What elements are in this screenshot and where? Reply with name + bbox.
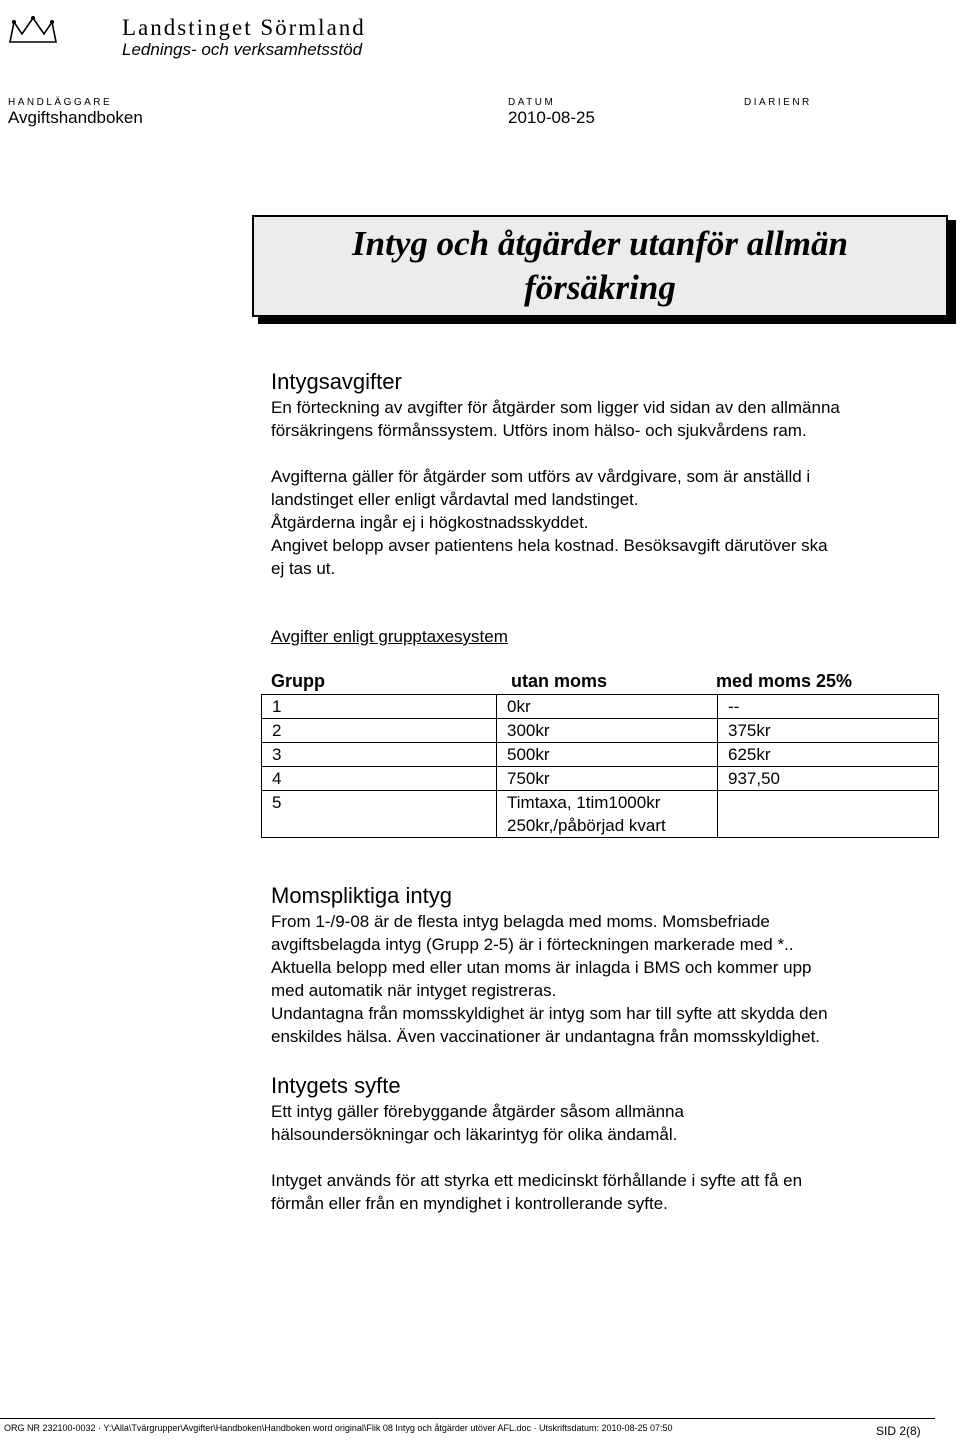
col-header-group: Grupp [271,671,325,691]
title-line-2: försäkring [524,268,676,307]
syfte-text-line: förmån eller från en myndighet i kontrollerande syfte. [271,1194,668,1213]
intro-heading: Intygsavgifter [271,369,402,394]
handlaggare-value: Avgiftshandboken [8,108,143,127]
intro-text-line: Åtgärderna ingår ej i högkostnadsskyddet. [271,513,589,532]
col-header-excl-vat: utan moms [511,671,608,691]
moms-text-line: From 1-/9-08 är de flesta intyg belagda med moms. Momsbefriade [271,912,770,931]
cell-incl-vat: 625kr [718,743,939,767]
cell-group: 2 [262,719,497,743]
org-unit: Lednings- och verksamhetsstöd [122,40,363,59]
cell-excl-vat [497,791,718,838]
cell-excl-vat: 0kr [497,695,718,719]
cell-group: 1 [262,695,497,719]
cell-excl-vat-line: Timtaxa, 1tim1000kr [507,793,661,812]
fee-table [261,694,939,838]
title-line-1: Intyg och åtgärder utanför allmän [352,224,848,263]
moms-text-line: Undantagna från momsskyldighet är intyg som har till syfte att skydda den [271,1004,828,1023]
logo-icon [6,14,60,46]
intro-text-line: ej tas ut. [271,559,336,578]
moms-text-line: avgiftsbelagda intyg (Grupp 2-5) är i förteckningen markerade med *.. [271,935,794,954]
table-row [262,719,939,743]
intro-text-line: Angivet belopp avser patientens hela kostnad. Besöksavgift därutöver ska [271,536,828,555]
cell-incl-vat: 937,50 [718,767,939,791]
cell-excl-vat-line: 250kr,/påbörjad kvart [507,816,666,835]
cell-incl-vat [718,791,939,838]
intro-text-line: En förteckning av avgifter för åtgärder som ligger vid sidan av den allmänna [271,398,840,417]
syfte-text-line: Intyget används för att styrka ett medicinskt förhållande i syfte att få en [271,1171,803,1190]
cell-excl-vat: 750kr [497,767,718,791]
intro-section [271,368,941,580]
intro-text-line: försäkringens förmånssystem. Utförs inom hälso- och sjukvårdens ram. [271,421,807,440]
cell-incl-vat: 375kr [718,719,939,743]
org-name: Landstinget Sörmland [122,15,366,40]
diarienr-label: DIARIENR [744,97,812,108]
syfte-heading: Intygets syfte [271,1073,401,1098]
datum-value: 2010-08-25 [508,108,595,127]
intro-text-line: landstinget eller enligt vårdavtal med landstinget. [271,490,639,509]
syfte-section [271,1072,941,1215]
table-row [262,743,939,767]
footer-path: ORG NR 232100-0032 · Y:\Alla\Tvärgrupper\Avgifter\Handboken\Handboken word original\Flik 08 Intyg och åtgärder utöver AFL.doc · Utskriftsdatum: 2010-08-25 07:50 [4,1423,673,1433]
handlaggare-label: HANDLÄGGARE [8,97,113,108]
datum-label: DATUM [508,97,556,108]
table-row [262,695,939,719]
cell-group: 4 [262,767,497,791]
syfte-text-line: Ett intyg gäller förebyggande åtgärder såsom allmänna [271,1102,684,1121]
syfte-text-line: hälsoundersökningar och läkarintyg för olika ändamål. [271,1125,678,1144]
table-row [262,791,939,838]
cell-group: 3 [262,743,497,767]
table-row [262,767,939,791]
footer-divider [0,1418,935,1419]
cell-incl-vat: -- [718,695,939,719]
cell-group: 5 [262,791,497,838]
moms-section [271,882,941,1048]
moms-text-line: Aktuella belopp med eller utan moms är inlagda i BMS och kommer upp [271,958,812,977]
col-header-incl-vat: med moms 25% [716,671,853,691]
page-number: SID 2(8) [876,1424,921,1438]
cell-excl-vat: 500kr [497,743,718,767]
moms-text-line: enskildes hälsa. Även vaccinationer är undantagna från momsskyldighet. [271,1027,821,1046]
intro-text-line: Avgifterna gäller för åtgärder som utförs av vårdgivare, som är anställd i [271,467,811,486]
moms-heading: Momspliktiga intyg [271,883,452,908]
fee-table-caption: Avgifter enligt grupptaxesystem [271,627,508,646]
cell-excl-vat: 300kr [497,719,718,743]
title-box [252,215,948,317]
moms-text-line: med automatik när intyget registreras. [271,981,557,1000]
